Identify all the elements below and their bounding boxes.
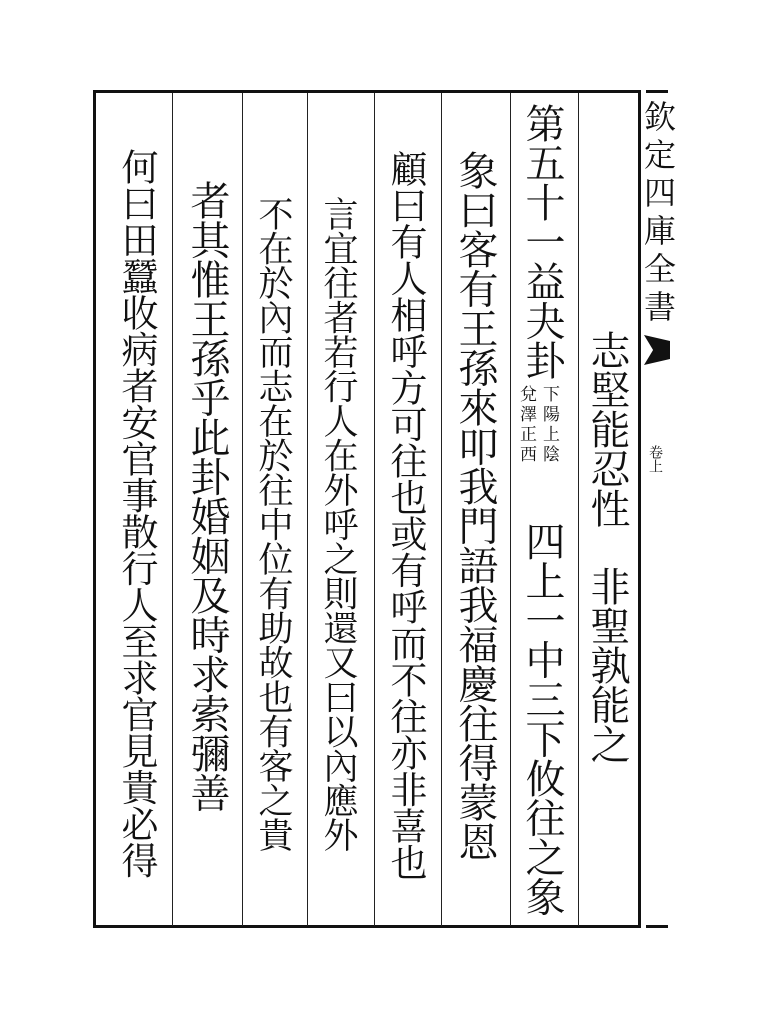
verse-line-first-half: 志堅能忍性 [584, 330, 630, 528]
margin-bottom-tick [646, 925, 668, 928]
text-column-5: 言宜往者若行人在外呼之則還又曰以內應外 [318, 196, 358, 852]
note-yin-yang: 下陽上陰 [539, 385, 559, 465]
edge-book-title: 欽定四庫全書 [639, 100, 677, 328]
column-rule [441, 93, 442, 926]
text-column-6: 不在於內而志在於往中位有助故也有客之貴 [253, 196, 293, 852]
hexagram-positions: 四上一中三下攸往之象 [519, 521, 565, 916]
column-rule [172, 93, 173, 926]
margin-top-tick [646, 90, 668, 93]
text-column-4: 顧曰有人相呼方可往也或有呼而不往亦非喜也 [384, 150, 427, 880]
text-column-7: 者其惟王孫乎此卦婚姻及時求索彌善 [184, 180, 230, 812]
column-rule [510, 93, 511, 926]
column-rule [242, 93, 243, 926]
text-column-8: 何曰田蠶收病者安官事散行人至求官見貴必得 [115, 148, 158, 878]
column-rule [307, 93, 308, 926]
note-trigram: 兌澤正西 [516, 385, 536, 465]
hexagram-heading: 第五十一益夬卦 [519, 103, 565, 380]
verse-line-second-half: 非聖孰能之 [584, 566, 630, 764]
text-column-3: 象曰客有王孫來叩我門語我福慶往得蒙恩 [452, 150, 498, 861]
column-rule [374, 93, 375, 926]
column-rule [578, 93, 579, 926]
juan-label: 卷上 [647, 445, 663, 473]
